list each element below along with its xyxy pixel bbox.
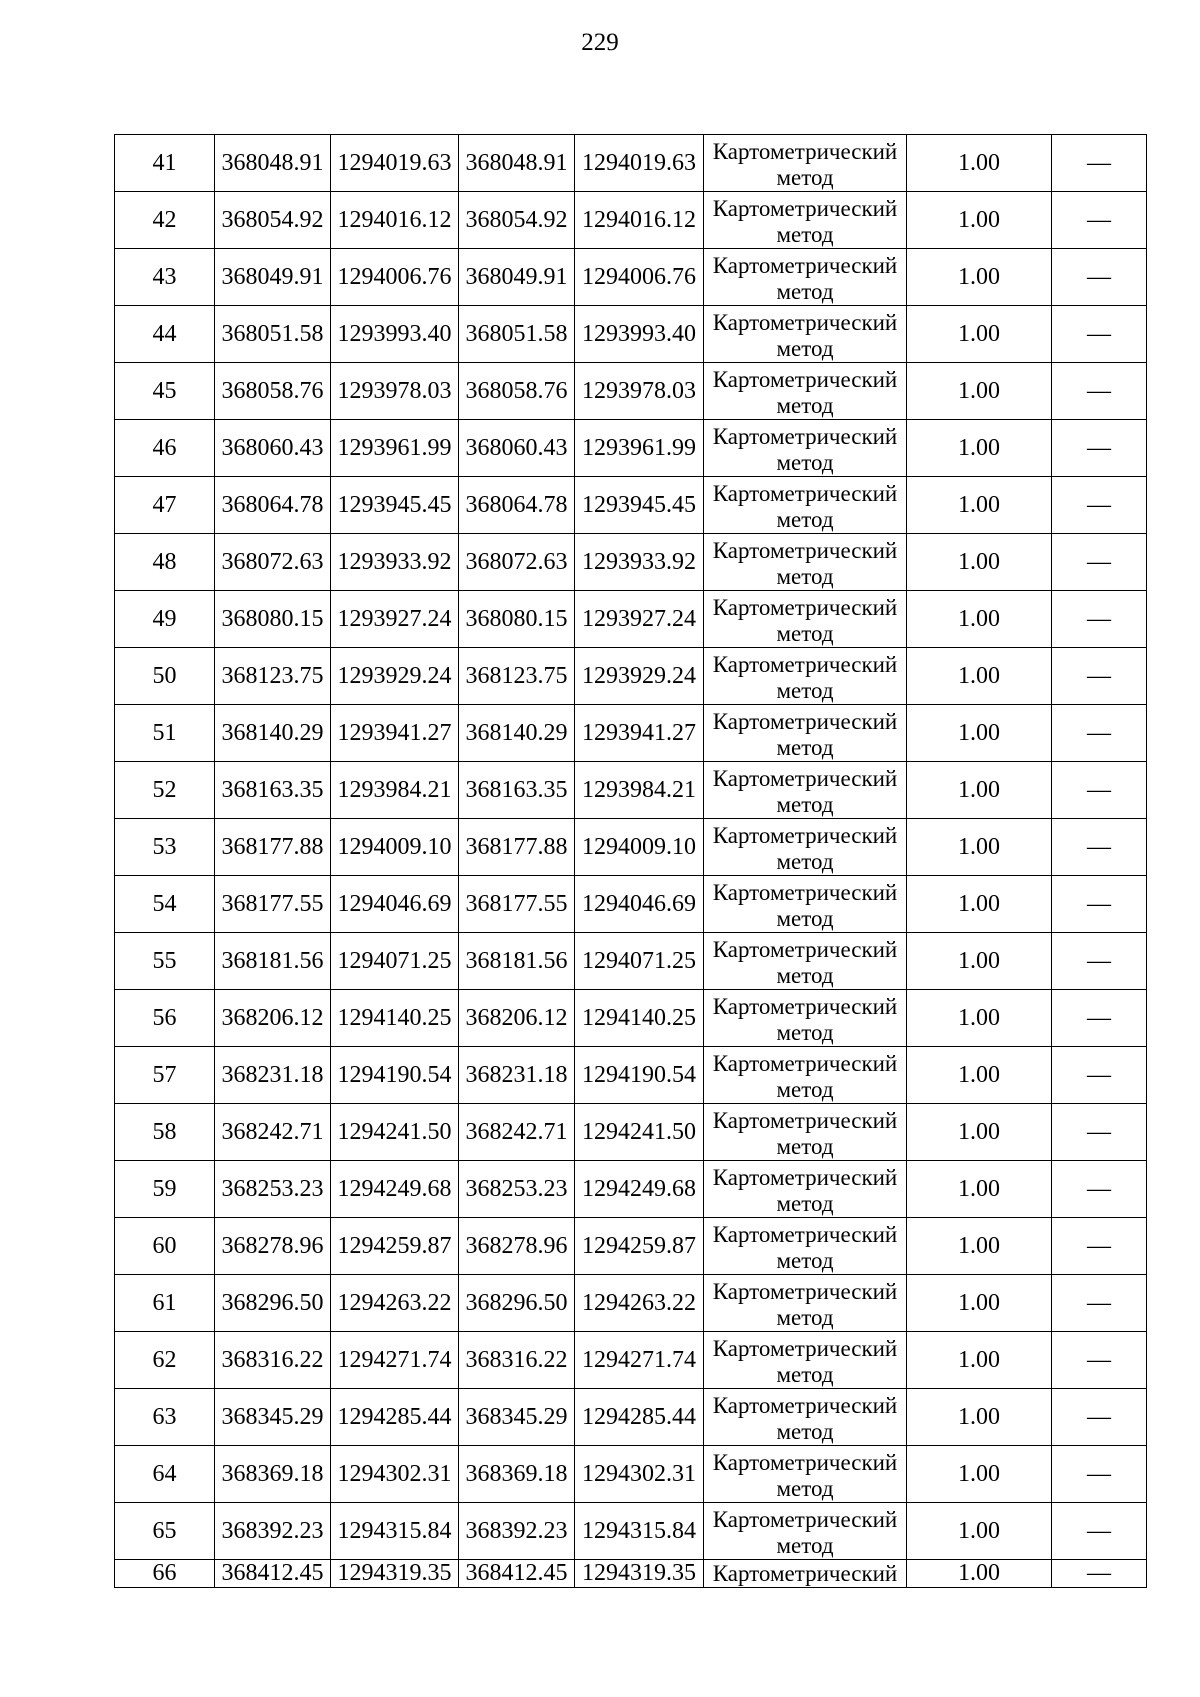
y-coordinate-cell: 1294249.68 [331,1161,459,1218]
method-line-2: метод [776,678,834,703]
table-row [115,876,1147,933]
point-number-cell: 55 [115,933,215,990]
y-coordinate-cell-2: 1294263.22 [575,1275,704,1332]
note-cell: — [1052,762,1147,819]
accuracy-cell: 1.00 [907,648,1052,705]
x-coordinate-cell-2: 368140.29 [459,705,575,762]
method-line-2: метод [776,393,834,418]
note-cell: — [1052,819,1147,876]
y-coordinate-cell-2: 1293961.99 [575,420,704,477]
method-line-1: Картометрический [712,1336,898,1361]
method-cell [704,591,907,648]
method-line-1: Картометрический [712,1108,898,1133]
x-coordinate-cell-2: 368051.58 [459,306,575,363]
method-cell [704,249,907,306]
x-coordinate-cell: 368242.71 [215,1104,331,1161]
method-cell [704,762,907,819]
note-cell: — [1052,591,1147,648]
note-cell: — [1052,648,1147,705]
method-line-1: Картометрический [712,994,898,1019]
y-coordinate-cell-2: 1294046.69 [575,876,704,933]
x-coordinate-cell-2: 368231.18 [459,1047,575,1104]
x-coordinate-cell: 368181.56 [215,933,331,990]
table-row [115,363,1147,420]
y-coordinate-cell: 1294006.76 [331,249,459,306]
point-number-cell: 53 [115,819,215,876]
y-coordinate-cell: 1293927.24 [331,591,459,648]
method-cell [704,306,907,363]
accuracy-cell: 1.00 [907,192,1052,249]
point-number-cell: 61 [115,1275,215,1332]
y-coordinate-cell: 1293961.99 [331,420,459,477]
y-coordinate-cell-2: 1293945.45 [575,477,704,534]
method-line-2: метод [776,564,834,589]
x-coordinate-cell: 368080.15 [215,591,331,648]
method-cell [704,135,907,192]
accuracy-cell: 1.00 [907,819,1052,876]
table-row [115,249,1147,306]
x-coordinate-cell-2: 368242.71 [459,1104,575,1161]
table-row [115,1332,1147,1389]
note-cell: — [1052,1446,1147,1503]
table-row [115,1560,1147,1588]
method-cell [704,1560,907,1588]
method-cell [704,1446,907,1503]
coordinates-table [114,134,1147,1588]
method-cell [704,933,907,990]
note-cell: — [1052,135,1147,192]
x-coordinate-cell-2: 368058.76 [459,363,575,420]
note-cell: — [1052,477,1147,534]
x-coordinate-cell-2: 368080.15 [459,591,575,648]
y-coordinate-cell-2: 1293927.24 [575,591,704,648]
y-coordinate-cell-2: 1294285.44 [575,1389,704,1446]
y-coordinate-cell: 1294271.74 [331,1332,459,1389]
page-number: 229 [581,29,619,56]
note-cell: — [1052,933,1147,990]
accuracy-cell: 1.00 [907,990,1052,1047]
x-coordinate-cell-2: 368072.63 [459,534,575,591]
x-coordinate-cell-2: 368048.91 [459,135,575,192]
point-number-cell: 49 [115,591,215,648]
y-coordinate-cell-2: 1293978.03 [575,363,704,420]
method-line-1: Картометрический [712,196,898,221]
table-row [115,534,1147,591]
method-line-1: Картометрический [712,1450,898,1475]
x-coordinate-cell: 368177.88 [215,819,331,876]
y-coordinate-cell-2: 1294315.84 [575,1503,704,1560]
accuracy-cell: 1.00 [907,534,1052,591]
x-coordinate-cell: 368392.23 [215,1503,331,1560]
note-cell: — [1052,1503,1147,1560]
y-coordinate-cell: 1294315.84 [331,1503,459,1560]
method-line-1: Картометрический [712,766,898,791]
x-coordinate-cell: 368412.45 [215,1560,331,1588]
method-line-2: метод [776,621,834,646]
method-line-2: метод [776,849,834,874]
y-coordinate-cell: 1293945.45 [331,477,459,534]
y-coordinate-cell: 1294319.35 [331,1560,459,1588]
accuracy-cell: 1.00 [907,1332,1052,1389]
y-coordinate-cell: 1294071.25 [331,933,459,990]
accuracy-cell: 1.00 [907,1446,1052,1503]
method-cell [704,534,907,591]
note-cell: — [1052,363,1147,420]
accuracy-cell: 1.00 [907,1503,1052,1560]
table-row [115,648,1147,705]
method-line-1: Картометрический [712,1393,898,1418]
method-line-1: Картометрический [712,709,898,734]
y-coordinate-cell: 1293941.27 [331,705,459,762]
point-number-cell: 42 [115,192,215,249]
method-line-1: Картометрический [712,424,898,449]
note-cell: — [1052,192,1147,249]
method-line-2: метод [776,1419,834,1444]
y-coordinate-cell: 1293984.21 [331,762,459,819]
note-cell: — [1052,1218,1147,1275]
y-coordinate-cell-2: 1293933.92 [575,534,704,591]
note-cell: — [1052,1332,1147,1389]
method-line-2: метод [776,1077,834,1102]
method-line-2: метод [776,1305,834,1330]
accuracy-cell: 1.00 [907,135,1052,192]
x-coordinate-cell-2: 368177.88 [459,819,575,876]
method-line-2: метод [776,1362,834,1387]
point-number-cell: 64 [115,1446,215,1503]
accuracy-cell: 1.00 [907,1560,1052,1588]
x-coordinate-cell-2: 368412.45 [459,1560,575,1588]
y-coordinate-cell-2: 1293984.21 [575,762,704,819]
method-line-2: метод [776,1248,834,1273]
x-coordinate-cell-2: 368296.50 [459,1275,575,1332]
x-coordinate-cell: 368048.91 [215,135,331,192]
y-coordinate-cell: 1294016.12 [331,192,459,249]
table-row [115,1389,1147,1446]
point-number-cell: 52 [115,762,215,819]
table-row [115,1218,1147,1275]
x-coordinate-cell-2: 368123.75 [459,648,575,705]
accuracy-cell: 1.00 [907,306,1052,363]
x-coordinate-cell: 368054.92 [215,192,331,249]
method-line-1: Картометрический [712,481,898,506]
point-number-cell: 63 [115,1389,215,1446]
table-row [115,477,1147,534]
note-cell: — [1052,876,1147,933]
x-coordinate-cell-2: 368064.78 [459,477,575,534]
point-number-cell: 50 [115,648,215,705]
y-coordinate-cell: 1293933.92 [331,534,459,591]
x-coordinate-cell: 368123.75 [215,648,331,705]
note-cell: — [1052,1389,1147,1446]
point-number-cell: 41 [115,135,215,192]
point-number-cell: 45 [115,363,215,420]
table-row [115,591,1147,648]
point-number-cell: 46 [115,420,215,477]
method-line-2: метод [776,963,834,988]
x-coordinate-cell: 368051.58 [215,306,331,363]
point-number-cell: 51 [115,705,215,762]
method-line-2: метод [776,792,834,817]
method-line-2: метод [776,906,834,931]
point-number-cell: 43 [115,249,215,306]
method-line-1: Картометрический [712,880,898,905]
table-row [115,1161,1147,1218]
x-coordinate-cell: 368206.12 [215,990,331,1047]
y-coordinate-cell-2: 1294016.12 [575,192,704,249]
method-line-1: Картометрический [712,310,898,335]
method-line-2: метод [776,450,834,475]
y-coordinate-cell: 1294241.50 [331,1104,459,1161]
x-coordinate-cell-2: 368369.18 [459,1446,575,1503]
method-line-1: Картометрический [712,139,898,164]
point-number-cell: 59 [115,1161,215,1218]
accuracy-cell: 1.00 [907,1104,1052,1161]
point-number-cell: 60 [115,1218,215,1275]
method-cell [704,1218,907,1275]
y-coordinate-cell-2: 1293993.40 [575,306,704,363]
accuracy-cell: 1.00 [907,1275,1052,1332]
x-coordinate-cell-2: 368253.23 [459,1161,575,1218]
x-coordinate-cell: 368060.43 [215,420,331,477]
method-line-2: метод [776,1134,834,1159]
note-cell: — [1052,990,1147,1047]
y-coordinate-cell: 1293993.40 [331,306,459,363]
x-coordinate-cell: 368072.63 [215,534,331,591]
point-number-cell: 58 [115,1104,215,1161]
y-coordinate-cell-2: 1293941.27 [575,705,704,762]
x-coordinate-cell-2: 368049.91 [459,249,575,306]
note-cell: — [1052,1560,1147,1588]
point-number-cell: 65 [115,1503,215,1560]
note-cell: — [1052,1104,1147,1161]
method-line-2: метод [776,336,834,361]
x-coordinate-cell-2: 368060.43 [459,420,575,477]
note-cell: — [1052,705,1147,762]
x-coordinate-cell-2: 368206.12 [459,990,575,1047]
method-cell [704,705,907,762]
y-coordinate-cell-2: 1294319.35 [575,1560,704,1588]
y-coordinate-cell: 1294190.54 [331,1047,459,1104]
method-line-1: Картометрический [712,1279,898,1304]
y-coordinate-cell: 1294285.44 [331,1389,459,1446]
x-coordinate-cell: 368140.29 [215,705,331,762]
method-line-2: метод [776,1476,834,1501]
note-cell: — [1052,1161,1147,1218]
x-coordinate-cell: 368064.78 [215,477,331,534]
x-coordinate-cell: 368049.91 [215,249,331,306]
table-row [115,420,1147,477]
accuracy-cell: 1.00 [907,1389,1052,1446]
table-body [115,135,1147,1588]
x-coordinate-cell: 368278.96 [215,1218,331,1275]
y-coordinate-cell: 1294302.31 [331,1446,459,1503]
y-coordinate-cell-2: 1294241.50 [575,1104,704,1161]
method-cell [704,1389,907,1446]
x-coordinate-cell: 368296.50 [215,1275,331,1332]
method-line-1: Картометрический [712,1051,898,1076]
table-row [115,306,1147,363]
method-line-1: Картометрический [712,1222,898,1247]
table-row [115,762,1147,819]
method-line-2: метод [776,1020,834,1045]
y-coordinate-cell: 1294140.25 [331,990,459,1047]
method-line-1: Картометрический [712,1507,898,1532]
table-row [115,1446,1147,1503]
method-line-1: Картометрический [712,253,898,278]
method-cell [704,363,907,420]
x-coordinate-cell: 368163.35 [215,762,331,819]
method-cell [704,420,907,477]
y-coordinate-cell: 1294263.22 [331,1275,459,1332]
method-line-1: Картометрический [712,595,898,620]
method-cell [704,477,907,534]
method-cell [704,1275,907,1332]
method-cell [704,1161,907,1218]
point-number-cell: 48 [115,534,215,591]
table-row [115,819,1147,876]
method-cell [704,819,907,876]
point-number-cell: 62 [115,1332,215,1389]
y-coordinate-cell: 1294259.87 [331,1218,459,1275]
accuracy-cell: 1.00 [907,1161,1052,1218]
y-coordinate-cell-2: 1294019.63 [575,135,704,192]
accuracy-cell: 1.00 [907,1047,1052,1104]
point-number-cell: 54 [115,876,215,933]
accuracy-cell: 1.00 [907,420,1052,477]
method-cell [704,1503,907,1560]
x-coordinate-cell-2: 368345.29 [459,1389,575,1446]
table-row [115,135,1147,192]
x-coordinate-cell: 368253.23 [215,1161,331,1218]
method-line-2: метод [776,735,834,760]
method-cell [704,1332,907,1389]
x-coordinate-cell-2: 368181.56 [459,933,575,990]
accuracy-cell: 1.00 [907,1218,1052,1275]
note-cell: — [1052,420,1147,477]
method-cell [704,990,907,1047]
y-coordinate-cell-2: 1294006.76 [575,249,704,306]
table-row [115,990,1147,1047]
x-coordinate-cell: 368316.22 [215,1332,331,1389]
x-coordinate-cell-2: 368177.55 [459,876,575,933]
point-number-cell: 66 [115,1560,215,1588]
method-line-1: Картометрический [712,538,898,563]
accuracy-cell: 1.00 [907,591,1052,648]
x-coordinate-cell-2: 368392.23 [459,1503,575,1560]
y-coordinate-cell: 1294009.10 [331,819,459,876]
method-line-2: метод [776,165,834,190]
point-number-cell: 56 [115,990,215,1047]
method-line-1: Картометрический [712,1561,898,1586]
method-line-1: Картометрический [712,1165,898,1190]
y-coordinate-cell: 1293978.03 [331,363,459,420]
y-coordinate-cell-2: 1294190.54 [575,1047,704,1104]
method-line-2: метод [776,222,834,247]
table-row [115,1275,1147,1332]
method-line-1: Картометрический [712,652,898,677]
table-row [115,705,1147,762]
method-line-2: метод [776,1533,834,1558]
point-number-cell: 57 [115,1047,215,1104]
x-coordinate-cell: 368345.29 [215,1389,331,1446]
method-cell [704,876,907,933]
y-coordinate-cell-2: 1294140.25 [575,990,704,1047]
note-cell: — [1052,1047,1147,1104]
method-cell [704,648,907,705]
point-number-cell: 44 [115,306,215,363]
accuracy-cell: 1.00 [907,933,1052,990]
y-coordinate-cell-2: 1294009.10 [575,819,704,876]
table-row [115,192,1147,249]
accuracy-cell: 1.00 [907,705,1052,762]
table-row [115,1503,1147,1560]
note-cell: — [1052,306,1147,363]
y-coordinate-cell-2: 1294249.68 [575,1161,704,1218]
y-coordinate-cell-2: 1294259.87 [575,1218,704,1275]
point-number-cell: 47 [115,477,215,534]
x-coordinate-cell: 368058.76 [215,363,331,420]
y-coordinate-cell-2: 1293929.24 [575,648,704,705]
x-coordinate-cell-2: 368316.22 [459,1332,575,1389]
x-coordinate-cell-2: 368054.92 [459,192,575,249]
method-line-1: Картометрический [712,937,898,962]
y-coordinate-cell: 1293929.24 [331,648,459,705]
method-line-1: Картометрический [712,823,898,848]
note-cell: — [1052,1275,1147,1332]
x-coordinate-cell-2: 368163.35 [459,762,575,819]
accuracy-cell: 1.00 [907,477,1052,534]
note-cell: — [1052,249,1147,306]
method-line-1: Картометрический [712,367,898,392]
method-line-2: метод [776,279,834,304]
x-coordinate-cell: 368177.55 [215,876,331,933]
note-cell: — [1052,534,1147,591]
table-row [115,1104,1147,1161]
method-cell [704,1104,907,1161]
method-line-2: метод [776,1191,834,1216]
method-line-2: метод [776,507,834,532]
x-coordinate-cell-2: 368278.96 [459,1218,575,1275]
y-coordinate-cell: 1294046.69 [331,876,459,933]
accuracy-cell: 1.00 [907,249,1052,306]
x-coordinate-cell: 368369.18 [215,1446,331,1503]
method-cell [704,192,907,249]
method-cell [704,1047,907,1104]
x-coordinate-cell: 368231.18 [215,1047,331,1104]
accuracy-cell: 1.00 [907,876,1052,933]
accuracy-cell: 1.00 [907,363,1052,420]
y-coordinate-cell-2: 1294071.25 [575,933,704,990]
accuracy-cell: 1.00 [907,762,1052,819]
y-coordinate-cell: 1294019.63 [331,135,459,192]
table-row [115,1047,1147,1104]
y-coordinate-cell-2: 1294302.31 [575,1446,704,1503]
y-coordinate-cell-2: 1294271.74 [575,1332,704,1389]
table-row [115,933,1147,990]
